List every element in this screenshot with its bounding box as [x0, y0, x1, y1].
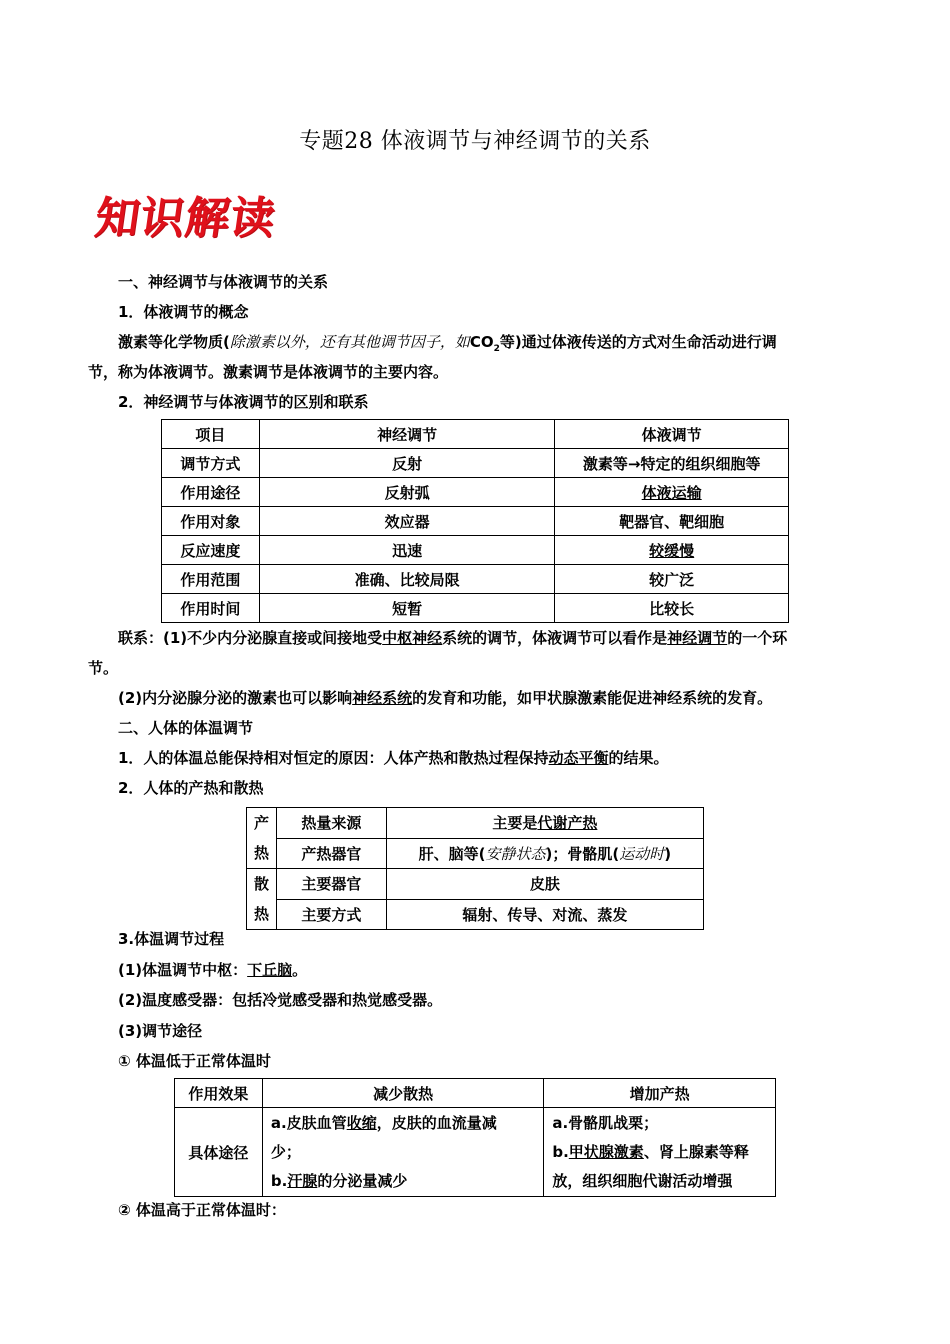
table-cell: 产热器官 — [276, 838, 386, 869]
table-cell: 作用途径 — [162, 478, 260, 507]
table-cell: 皮肤 — [386, 869, 703, 900]
table-cell: 反射弧 — [259, 478, 555, 507]
table-cell: 主要是代谢产热 — [386, 808, 703, 839]
table-cell: 比较长 — [555, 594, 789, 623]
table-header-cell: 神经调节 — [259, 420, 555, 449]
table-row — [175, 1108, 776, 1197]
table-row — [247, 899, 704, 930]
table-row — [247, 808, 704, 839]
table-cell: 靶器官、靶细胞 — [555, 507, 789, 536]
table-cell: 热量来源 — [276, 808, 386, 839]
section-2-point-1: 1．人的体温总能保持相对恒定的原因：人体产热和散热过程保持动态平衡的结果。 — [118, 749, 669, 767]
table-cell: 反应速度 — [162, 536, 260, 565]
table-cell: 作用时间 — [162, 594, 260, 623]
heat-production-label: 产 热 — [247, 808, 277, 869]
table-cell: 调节方式 — [162, 449, 260, 478]
table-cell: 较缓慢 — [555, 536, 789, 565]
table-row — [162, 594, 789, 623]
section-2-heading: 二、人体的体温调节 — [118, 719, 254, 737]
receptor-line: (2)温度感受器：包括冷觉感受器和热觉感受器。 — [118, 991, 443, 1009]
subsection-2-2: 2．人体的产热和散热 — [118, 779, 264, 797]
high-temperature-line: ② 体温高于正常体温时： — [118, 1201, 286, 1219]
subsection-2-3: 3.体温调节过程 — [118, 930, 225, 948]
section-1-heading: 一、神经调节与体液调节的关系 — [118, 273, 329, 291]
table-cell: 短暂 — [259, 594, 555, 623]
table-cell: 作用对象 — [162, 507, 260, 536]
table-cell: 效应器 — [259, 507, 555, 536]
table-cell: 较广泛 — [555, 565, 789, 594]
table-row — [162, 507, 789, 536]
table-header-cell: 减少散热 — [262, 1079, 544, 1108]
table-row — [162, 536, 789, 565]
table-cell: 作用范围 — [162, 565, 260, 594]
table-row — [162, 565, 789, 594]
table-header-row — [162, 420, 789, 449]
table-row — [247, 838, 704, 869]
subsection-1-1: 1．体液调节的概念 — [118, 303, 249, 321]
table-row — [162, 478, 789, 507]
table-cell: 反射 — [259, 449, 555, 478]
link-paragraph-line-2: 节。 — [88, 659, 119, 677]
table-cell: 辐射、传导、对流、蒸发 — [386, 899, 703, 930]
pathway-line: (3)调节途径 — [118, 1022, 203, 1040]
comparison-table — [161, 419, 789, 623]
low-temperature-line: ① 体温低于正常体温时 — [118, 1052, 271, 1070]
table-cell: 迅速 — [259, 536, 555, 565]
heat-dissipation-label: 散 热 — [247, 869, 277, 930]
table-header-cell: 增加产热 — [544, 1079, 776, 1108]
table-row — [247, 869, 704, 900]
table-cell: 具体途径 — [175, 1108, 263, 1197]
paragraph-1-line-2: 节，称为体液调节。激素调节是体液调节的主要内容。 — [88, 363, 449, 381]
table-cell: 体液运输 — [555, 478, 789, 507]
paragraph-1-line-1: 激素等化学物质(除激素以外，还有其他调节因子，如$CO_2$等)通过体液传送的方式对生命活动进行调 — [118, 333, 777, 354]
reduce-heat-cell: a.皮肤血管收缩，皮肤的血流量减 少； b.汗腺的分泌量减少 — [262, 1108, 544, 1197]
table-cell: 主要方式 — [276, 899, 386, 930]
regulation-table — [174, 1078, 776, 1197]
heat-table — [246, 807, 704, 930]
page-title: 专题28 体液调节与神经调节的关系 — [299, 129, 651, 154]
link-paragraph-line-1: 联系：(1)不少内分泌腺直接或间接地受中枢神经系统的调节，体液调节可以看作是神经调节的一个环 — [118, 629, 788, 647]
table-cell: 准确、比较局限 — [259, 565, 555, 594]
link-paragraph-line-3: (2)内分泌腺分泌的激素也可以影响神经系统的发育和功能，如甲状腺激素能促进神经系统的发育。 — [118, 689, 773, 707]
subsection-1-2: 2．神经调节与体液调节的区别和联系 — [118, 393, 369, 411]
regulation-center-line: (1)体温调节中枢：下丘脑。 — [118, 961, 308, 979]
table-cell: 激素等→特定的组织细胞等 — [555, 449, 789, 478]
table-header-cell: 作用效果 — [175, 1079, 263, 1108]
table-header-cell: 项目 — [162, 420, 260, 449]
table-cell: 肝、脑等(安静状态)；骨骼肌(运动时) — [386, 838, 703, 869]
increase-heat-cell: a.骨骼肌战栗； b.甲状腺激素、肾上腺素等释 放，组织细胞代谢活动增强 — [544, 1108, 776, 1197]
table-header-cell: 体液调节 — [555, 420, 789, 449]
table-header-row — [175, 1079, 776, 1108]
knowledge-banner: 知识解读 — [91, 193, 279, 244]
table-cell: 主要器官 — [276, 869, 386, 900]
table-row — [162, 449, 789, 478]
